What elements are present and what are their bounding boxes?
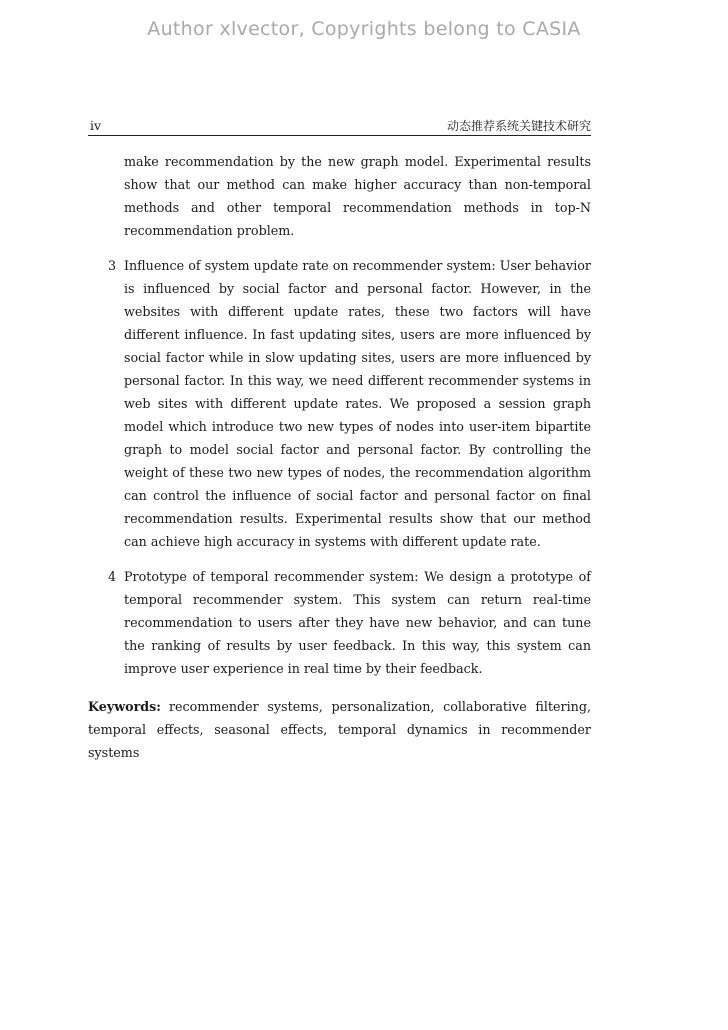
list-item bbox=[88, 254, 591, 553]
list-item-number: 3 bbox=[108, 258, 117, 273]
continued-paragraph: make recommendation by the new graph model. Experimental results show that our method can make higher accuracy than non-temporal methods and other temporal recommendation methods in top-N recommendation problem. bbox=[124, 154, 591, 238]
list-item-number: 4 bbox=[108, 569, 117, 584]
list-item-text: Prototype of temporal recommender system: We design a prototype of temporal recommender system. This system can return real-time recommendation to users after they have new behavior, and can tune the ranking of results by user feedback. In this way, this system can improve user experience in real time by their feedback. bbox=[124, 569, 591, 676]
page-number: iv bbox=[90, 118, 102, 133]
list-item-text: Influence of system update rate on recommender system: User behavior is influenced by social factor and personal factor. However, in the websites with different update rates, these two factors will have different influence. In fast updating sites, users are more influenced by social factor while in slow updating sites, users are more influenced by personal factor. In this way, we need different recommender systems in web sites with different update rates. We proposed a session graph model which introduce two new types of nodes into user-item bipartite graph to model social factor and personal factor. By controlling the weight of these two new types of nodes, the recommendation algorithm can control the influence of social factor and personal factor on final recommendation results. Experimental results show that our method can achieve high accuracy in systems with different update rate. bbox=[124, 258, 591, 549]
list-item bbox=[88, 565, 591, 680]
chapter-title: 动态推荐系统关键技术研究 bbox=[446, 119, 591, 133]
running-header bbox=[88, 117, 591, 136]
keywords-paragraph bbox=[88, 695, 591, 764]
keywords-label: Keywords: bbox=[88, 699, 161, 714]
keywords-text: recommender systems, personalization, collaborative filtering, temporal effects, seasonal effects, temporal dynamics in recommender systems bbox=[88, 699, 591, 760]
page-body bbox=[88, 150, 591, 764]
watermark: Author xlvector, Copyrights belong to CASIA bbox=[147, 18, 581, 40]
